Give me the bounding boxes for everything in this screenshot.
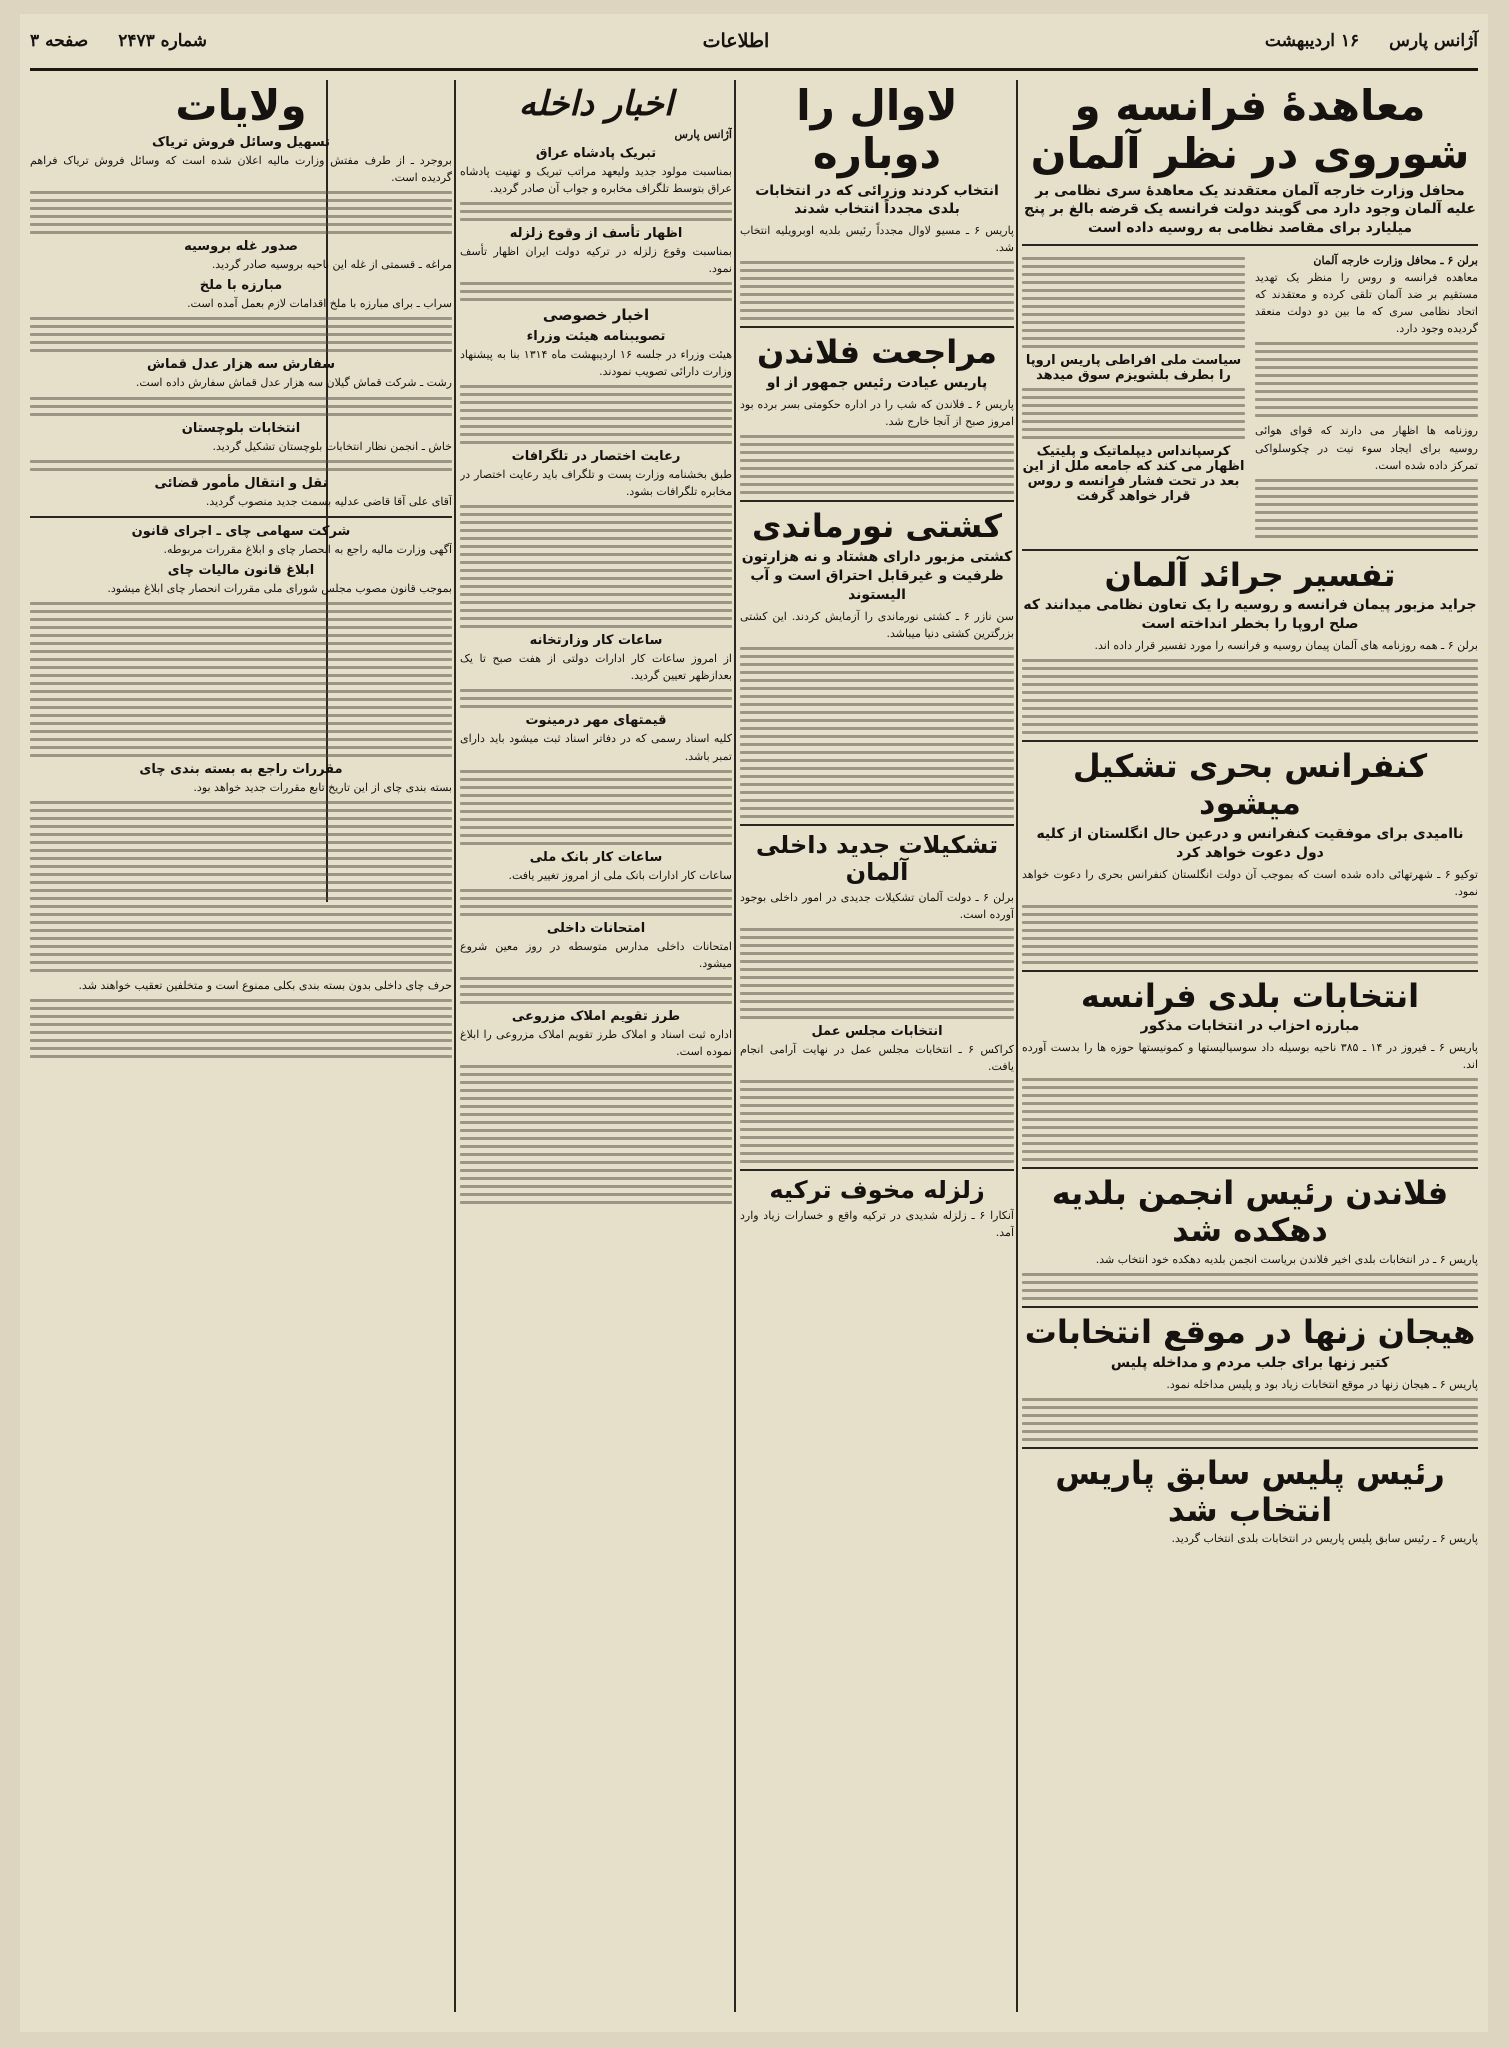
section-heading: نقل و انتقال مأمور قضائی [154, 475, 328, 491]
article-body: پاریس ۶ ـ فیروز در ۱۴ ـ ۳۸۵ ناحیه بوسیله داد سوسیالیستها و کمونیستها حوزه ها را بدست آورده اند. [1022, 1041, 1478, 1072]
masthead-rule [30, 68, 1478, 71]
headline-normandie: کشتی نورماندی [752, 507, 1002, 546]
text-lines [30, 191, 452, 234]
article-body: بروجرد ـ از طرف مفتش وزارت مالیه اعلان شده است که وسائل فروش تریاک فراهم گردیده است. [30, 154, 452, 185]
divider [740, 500, 1014, 502]
subheadline: کتیر زنها برای جلب مردم و مداخله پلیس [1110, 1354, 1390, 1371]
divider [740, 326, 1014, 328]
article-body: آگهی وزارت مالیه راجع به انحصار چای و ابلاغ مقررات مربوطه. [163, 542, 452, 556]
paper-name: اطلاعات [702, 30, 770, 52]
headline-german-press: تفسیر جرائد آلمان [1104, 555, 1396, 594]
agency-credit: آژانس پارس [674, 128, 732, 141]
headline-flandin-mayor: فلاندن رئیس انجمن بلدیه دهکده شد [1051, 1174, 1449, 1250]
article-body: پاریس ۶ ـ در انتخابات بلدی اخیر فلاندن بریاست انجمن بلدیه دهکده خود انتخاب شد. [1095, 1253, 1478, 1267]
page-number: صفحه ۳ [30, 31, 89, 51]
article-body: کلیه اسناد رسمی که در دفاتر اسناد ثبت میشود باید دارای تمبر باشد. [460, 732, 732, 763]
headline-franco-soviet: معاهدهٔ فرانسه و شوروی در نظر آلمان [1030, 81, 1470, 179]
article-body: بسته بندی چای از این تاریخ تابع مقررات جدید خواهد بود. [193, 780, 452, 794]
headline-police-chief: رئیس پلیس سابق پاریس انتخاب شد [1055, 1453, 1445, 1529]
box-title: کرسپانداس دیپلماتیک و پلیتیک اظهار می کند که جامعه ملل از این بعد در تحت فشار فرانسه و روس قرار خواهد گرفت [1022, 444, 1245, 505]
text-lines [740, 261, 1014, 320]
text-lines [460, 977, 732, 1004]
text-lines [460, 889, 732, 916]
section-heading: شرکت سهامی چای ـ اجرای قانون [131, 523, 351, 539]
section-heading: امتحانات داخلی [546, 920, 646, 936]
article-body: مراغه ـ قسمتی از غله این ناحیه بروسیه صادر گردید. [211, 258, 452, 272]
masthead [30, 18, 1478, 64]
article-body: توکیو ۶ ـ شهرتهائی داده شده است که بموجب آن دولت انگلستان کنفرانس بحری را دعوت خواهد نمود. [1022, 867, 1478, 898]
text-lines [1022, 1398, 1478, 1441]
article-body: خاش ـ انجمن نظار انتخابات بلوچستان تشکیل گردید. [212, 439, 452, 453]
text-lines [740, 1080, 1014, 1163]
section-heading: صدور غله بروسیه [184, 239, 298, 255]
article-body: سن نازر ۶ ـ کشتی نورماندی را آزمایش کردند. این کشتی بزرگترین کشتی دنیا میباشد. [740, 609, 1014, 640]
section-title: اخبار داخله [518, 84, 674, 124]
text-lines [460, 770, 732, 845]
article-body: بمناسبت مولود جدید ولیعهد مراتب تبریک و تهنیت پادشاه عراق بتوسط تلگراف مخابره و جواب آن صادر گردید. [460, 165, 732, 196]
article-body: امتحانات داخلی مدارس متوسطه در روز معین شروع میشود. [460, 939, 732, 970]
text-lines [460, 1065, 732, 1204]
text-lines [1255, 342, 1478, 417]
divider [30, 516, 452, 518]
column-divider [1016, 80, 1018, 2012]
text-lines [30, 397, 452, 416]
text-lines [1022, 1273, 1478, 1300]
column-divider [454, 80, 456, 2012]
article-body: پاریس ۶ ـ مسیو لاوال مجدداً رئیس بلدیه اوبرویلیه انتخاب شد. [740, 224, 1014, 255]
text-lines [740, 928, 1014, 1019]
section-heading: انتخابات بلوچستان [181, 420, 301, 436]
subheadline-franco-soviet: محافل وزارت خارجه آلمان معتقدند یک معاهدهٔ سری نظامی بر علیه آلمان وجود دارد می گویند دولت فرانسه یک قرضه بالغ بر پنج میلیارد برای مقاصد نظامی به روسیه داده است [1024, 182, 1476, 237]
text-lines [30, 602, 452, 757]
text-lines [740, 435, 1014, 494]
text-lines [1255, 479, 1478, 538]
text-lines [30, 317, 452, 352]
text-lines [1022, 257, 1245, 348]
article-body: پاریس ۶ ـ فلاندن که شب را در اداره حکومتی بسر برده بود امروز صبح از آنجا خارج شد. [740, 398, 1014, 429]
text-lines [1022, 388, 1245, 439]
article-body: حرف چای داخلی بدون بسته بندی بکلی ممنوع است و متخلفین تعقیب خواهند شد. [78, 978, 452, 992]
text-lines [460, 282, 732, 301]
divider [1022, 740, 1478, 742]
divider [1022, 1447, 1478, 1449]
divider [740, 824, 1014, 826]
text-lines [460, 385, 732, 444]
article-body: هیئت وزراء در جلسه ۱۶ اردیبهشت ماه ۱۳۱۴ بنا به پیشنهاد وزارت دارائی تصویب نمودند. [460, 348, 732, 379]
masthead-right [1265, 31, 1478, 51]
section-heading: رعایت اختصار در تلگرافات [511, 449, 681, 465]
article-body: بموجب قانون مصوب مجلس شورای ملی مقررات انحصار چای ابلاغ میشود. [107, 581, 452, 595]
text-lines [1022, 905, 1478, 964]
issue-date: ۱۶ اردیبهشت [1264, 31, 1360, 51]
box-title: سیاست ملی افراطی پاریس اروپا را بطرف بلشویزم سوق میدهد [1025, 353, 1242, 384]
article-body: آقای علی آقا قاضی عدلیه بسمت جدید منصوب گردید. [205, 494, 452, 508]
article-body: معاهده فرانسه و روس را منظر یک تهدید مستقیم بر ضد آلمان تلقی کرده و معتقدند که اتحاد نظامی سری که ما بین دو دولت منعقد گردیده وجود دارد. [1255, 271, 1478, 336]
article-body: برلن ۶ ـ دولت آلمان تشکیلات جدیدی در امور داخلی بوجود آورده است. [740, 891, 1014, 922]
section-heading: مبارزه با ملخ [199, 278, 283, 294]
article-body: سراب ـ برای مبارزه با ملخ اقدامات لازم بعمل آمده است. [187, 297, 452, 311]
subheadline: ناامیدی برای موفقیت کنفرانس و درعین حال انگلستان از کلیه دول دعوت خواهد کرد [1036, 825, 1464, 861]
divider [1022, 1306, 1478, 1308]
section-heading: اخبار خصوصی [542, 306, 650, 325]
subheadline: مبارزه احزاب در انتخابات مذکور [1140, 1018, 1360, 1035]
article-body: برلن ۶ ـ همه روزنامه های آلمان پیمان روسیه و فرانسه را مورد تفسیر قرار داده اند. [1094, 639, 1478, 653]
section-heading: تبریک پادشاه عراق [535, 146, 657, 161]
column-divider [734, 80, 736, 2012]
article-col-left [1022, 252, 1245, 542]
text-lines [460, 505, 732, 628]
section-heading: انتخابات مجلس عمل [811, 1024, 943, 1040]
article-body: از امروز ساعات کار ادارات دولتی از هفت صبح تا یک بعدازظهر تعیین گردید. [460, 652, 732, 683]
text-lines [460, 202, 732, 221]
section-heading: تسهیل وسائل فروش تریاک [151, 135, 331, 151]
headline-women-elections: هیجان زنها در موقع انتخابات [1024, 1313, 1476, 1352]
section-heading: ساعات کار بانک ملی [529, 849, 663, 865]
article-body: طبق بخشنامه وزارت پست و تلگراف باید رعایت اختصار در مخابره تلگرافات بشود. [460, 468, 732, 499]
section-heading: سفارش سه هزار عدل قماش [147, 357, 335, 373]
section-title: ولایات [175, 81, 307, 130]
section-heading: اظهار تأسف از وقوع زلزله [509, 226, 683, 242]
text-lines [740, 647, 1014, 818]
article-body: روزنامه ها اظهار می دارند که قوای هوائی روسیه برای ایجاد سوء نیت در چکوسلواکی تمرکز داده شده است. [1255, 424, 1478, 472]
column-domestic-news [460, 80, 732, 2012]
subheadline: پاریس عیادت رئیس جمهور از او [766, 375, 988, 392]
headline-flandin-return: مراجعت فلاندن [757, 333, 997, 372]
divider [1022, 549, 1478, 551]
article-body: اداره ثبت اسناد و املاک طرز تقویم املاک مزروعی را ابلاغ نموده است. [460, 1027, 732, 1058]
section-heading: طرز تقویم املاک مزروعی [511, 1008, 681, 1024]
headline-naval-conference: کنفرانس بحری تشکیل میشود [1072, 747, 1428, 823]
text-lines [30, 999, 452, 1058]
column-provinces [30, 80, 452, 2012]
text-lines [30, 801, 452, 972]
divider [1022, 244, 1478, 246]
text-lines [1022, 1078, 1478, 1161]
divider [1022, 970, 1478, 972]
section-heading: تصویبنامه هیئت وزراء [526, 329, 666, 345]
subheadline: جراید مزبور پیمان فرانسه و روسیه را یک تعاون نظامی میدانند که صلح اروپا را بخطر انداخته است [1023, 597, 1477, 633]
section-heading: ابلاغ قانون مالیات چای [167, 562, 315, 578]
article-body: آنکارا ۶ ـ زلزله شدیدی در ترکیه واقع و خسارات زیاد وارد آمد. [740, 1208, 1014, 1239]
agency-label: آژانس پارس [1389, 31, 1478, 51]
text-lines [460, 689, 732, 708]
headline-laval: لاوال را دوباره [796, 81, 958, 179]
column-foreign-news [1022, 80, 1478, 2012]
two-column-article [1022, 252, 1478, 542]
text-lines [30, 460, 452, 471]
subheadline: انتخاب کردند وزرائی که در انتخابات بلدی مجدداً انتخاب شدند [755, 182, 999, 218]
masthead-left [30, 31, 207, 51]
column-france-news [740, 80, 1014, 2012]
section-heading: مقررات راجع به بسته بندی چای [139, 761, 343, 777]
article-col-right [1255, 252, 1478, 542]
section-heading: قیمتهای مهر درمینوت [525, 713, 667, 729]
newspaper-page [20, 14, 1488, 2032]
section-heading: ساعات کار وزارتخانه [529, 633, 663, 649]
article-body: بمناسبت وقوع زلزله در ترکیه دولت ایران اظهار تأسف نمود. [460, 245, 732, 276]
headline-german-reorg: تشکیلات جدید داخلی آلمان [755, 830, 999, 887]
headline-french-elections: انتخابات بلدی فرانسه [1080, 976, 1420, 1015]
dateline: برلن ۶ ـ محافل وزارت خارجه آلمان [1313, 254, 1478, 268]
headline-turkey-quake: زلزله مخوف ترکیه [769, 1176, 985, 1205]
article-body: رشت ـ شرکت قماش گیلان سه هزار عدل قماش سفارش داده است. [135, 376, 452, 390]
article-body: کراکس ۶ ـ انتخابات مجلس عمل در نهایت آرامی انجام یافت. [740, 1043, 1014, 1074]
text-lines [1022, 659, 1478, 734]
article-body: پاریس ۶ ـ رئیس سابق پلیس پاریس در انتخابات بلدی انتخاب گردید. [1171, 1532, 1478, 1546]
article-body: پاریس ۶ ـ هیجان زنها در موقع انتخابات زیاد بود و پلیس مداخله نمود. [1166, 1377, 1478, 1391]
issue-number: شماره ۲۴۷۳ [118, 31, 208, 51]
article-body: ساعات کار ادارات بانک ملی از امروز تغییر یافت. [508, 868, 732, 882]
subheadline: کشتی مزبور دارای هشتاد و نه هزارتون ظرفیت و غیرقابل احتراق است و آب الیستوند [741, 549, 1013, 603]
divider [740, 1169, 1014, 1171]
divider [1022, 1167, 1478, 1169]
